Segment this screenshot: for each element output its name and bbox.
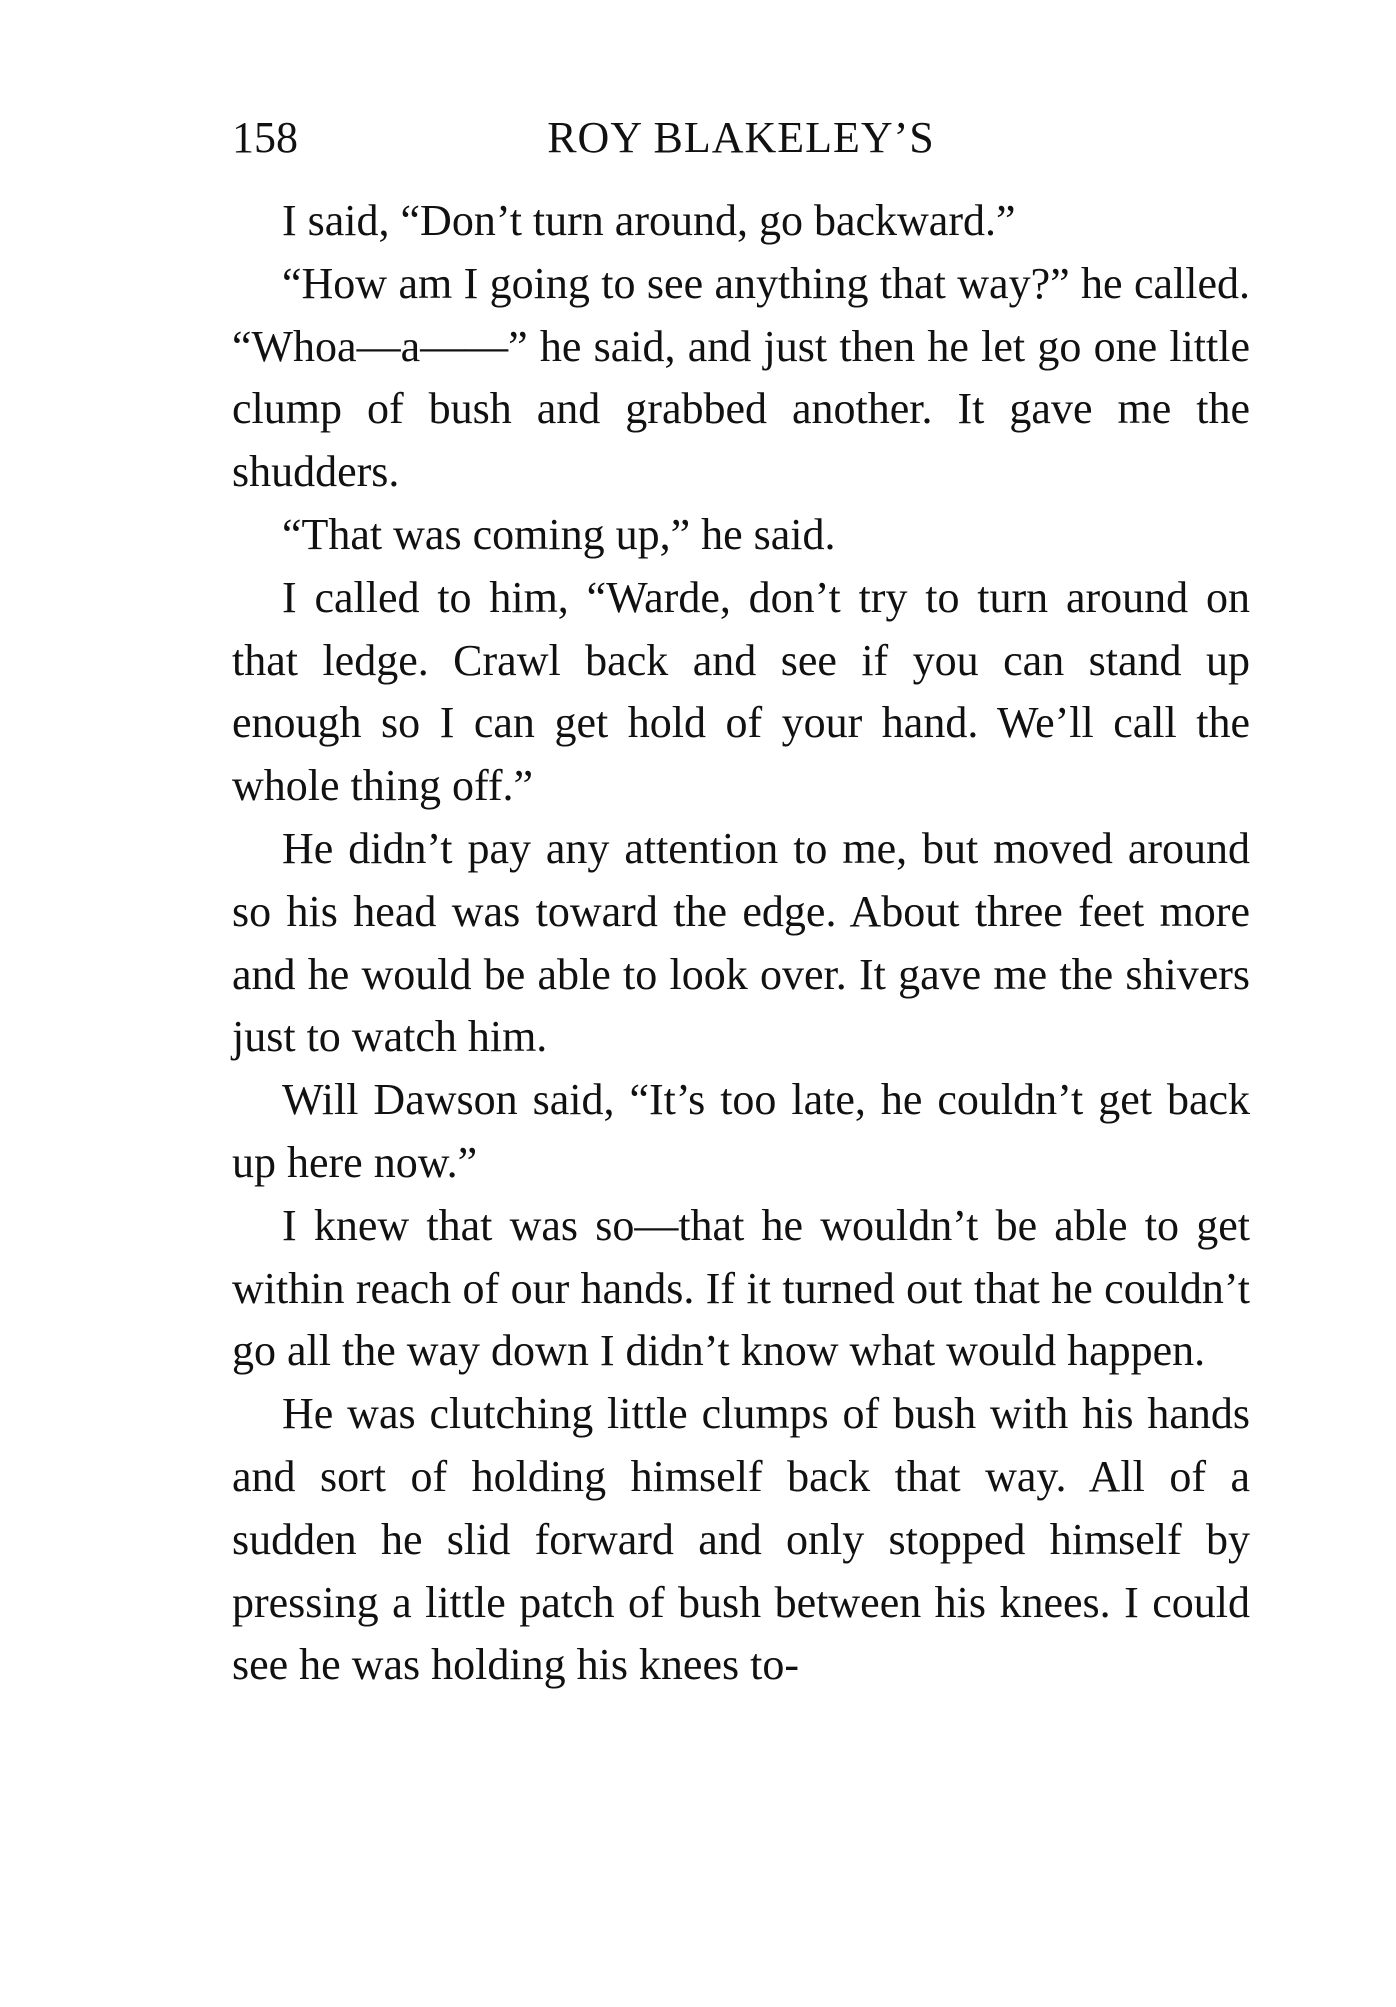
- paragraph: I knew that was so—that he wouldn’t be able to get within reach of our hands. If it turned out that he couldn’t go all the way down I didn’t know what would happen.: [232, 1200, 1250, 1376]
- paragraph: I said, “Don’t turn around, go backward.”: [282, 196, 1016, 245]
- running-title: ROY BLAKELEY’S: [547, 113, 935, 162]
- paragraph: He didn’t pay any attention to me, but moved around so his head was toward the edge. About three feet more and he would be able to look over. It gave me the shivers just to watch him.: [232, 823, 1250, 1062]
- paragraph: “That was coming up,” he said.: [282, 509, 836, 559]
- paragraph: He was clutching little clumps of bush with his hands and sort of holding himself back that way. All of a sudden he slid forward and only stopped himself by pressing a little patch of bush between his knees. I could see he was holding his knees to-: [232, 1389, 1250, 1690]
- body-text: [232, 190, 1250, 1697]
- paragraph: Will Dawson said, “It’s too late, he couldn’t get back up here now.”: [232, 1075, 1250, 1187]
- running-head: [232, 108, 1250, 168]
- paragraph: “How am I going to see anything that way?” he called. “Whoa—a——” he said, and just then he let go one little clump of bush and grabbed another. It gave me the shudders.: [232, 258, 1250, 497]
- page-number: 158: [232, 113, 298, 162]
- paragraph: I called to him, “Warde, don’t try to turn around on that ledge. Crawl back and see if you can stand up enough so I can get hold of your hand. We’ll call the whole thing off.”: [232, 572, 1250, 811]
